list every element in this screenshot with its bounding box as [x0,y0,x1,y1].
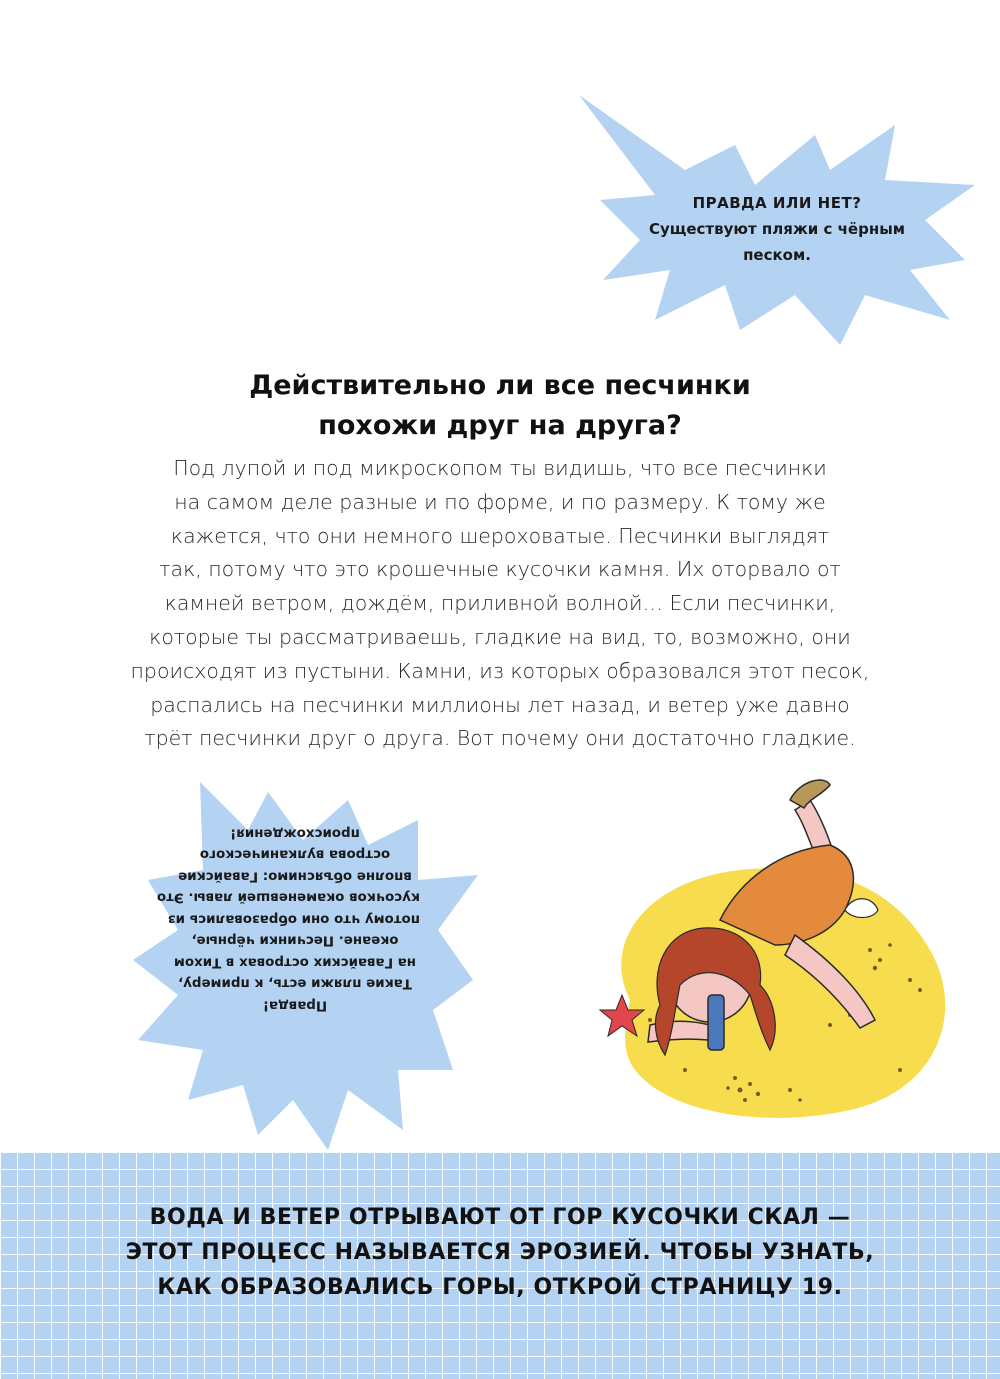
body-line: камней ветром, дождём, приливной волной… Если песчинки, [164,591,836,616]
answer-line: океане. Песчинки чёрные, [191,933,399,948]
answer-line: происхождения! [230,825,360,841]
footer-line-3: КАК ОБРАЗОВАЛИСЬ ГОРЫ, ОТКРОЙ СТРАНИЦУ 19. [157,1275,843,1300]
heading-line-1: Действительно ли все песчинки [249,370,751,401]
true-or-false-callout [622,190,932,268]
answer-line: вполне объяснимо: Гавайские [178,868,412,884]
answer-line: острова вулканического [199,847,391,862]
body-line: которые ты рассматриваешь, гладкие на вид, то, возможно, они [149,624,851,649]
body-line: распались на песчинки миллионы лет назад, и ветер уже давно [150,692,850,717]
answer-line: Правда! [262,997,328,1013]
magnifier-icon [708,995,724,1050]
answer-callout [156,822,420,1016]
body-line: Под лупой и под микроскопом ты видишь, что все песчинки [173,456,827,480]
body-line: на самом деле разные и по форме, и по размеру. К тому же [174,489,826,514]
answer-line: кусочков окаменевшей лавы. Это [156,890,420,905]
girl-with-magnifier-on-sand-illustration [590,770,970,1130]
footer-line-2: ЭТОТ ПРОЦЕСС НАЗЫВАЕТСЯ ЭРОЗИЕЙ. ЧТОБЫ УЗНАТЬ, [125,1240,875,1265]
answer-line: на Гавайских островах в Тихом [173,954,417,970]
footer-line-1: ВОДА И ВЕТЕР ОТРЫВАЮТ ОТ ГОР КУСОЧКИ СКАЛ — [149,1205,851,1230]
body-line: кажется, что они немного шероховатые. Песчинки выглядят [170,523,830,548]
true-or-false-question: ПРАВДА ИЛИ НЕТ? [692,194,862,212]
body-paragraph [90,452,910,756]
body-line: так, потому что это крошечные кусочки камня. Их оторвало от [159,557,841,582]
true-or-false-statement-line-1: Существуют пляжи с чёрным [648,220,906,238]
footer-note [60,1200,940,1305]
section-heading [150,366,850,446]
true-or-false-statement-line-2: песком. [743,246,811,264]
answer-line: потому что они образовались из [167,911,420,927]
heading-line-2: похожи друг на друга? [318,410,682,441]
answer-line: Такие пляжи есть, к примеру, [178,976,412,991]
body-line: происходят из пустыни. Камни, из которых образовался этот песок, [130,658,870,683]
body-line: трёт песчинки друг о друга. Вот почему они достаточно гладкие. [144,726,856,751]
